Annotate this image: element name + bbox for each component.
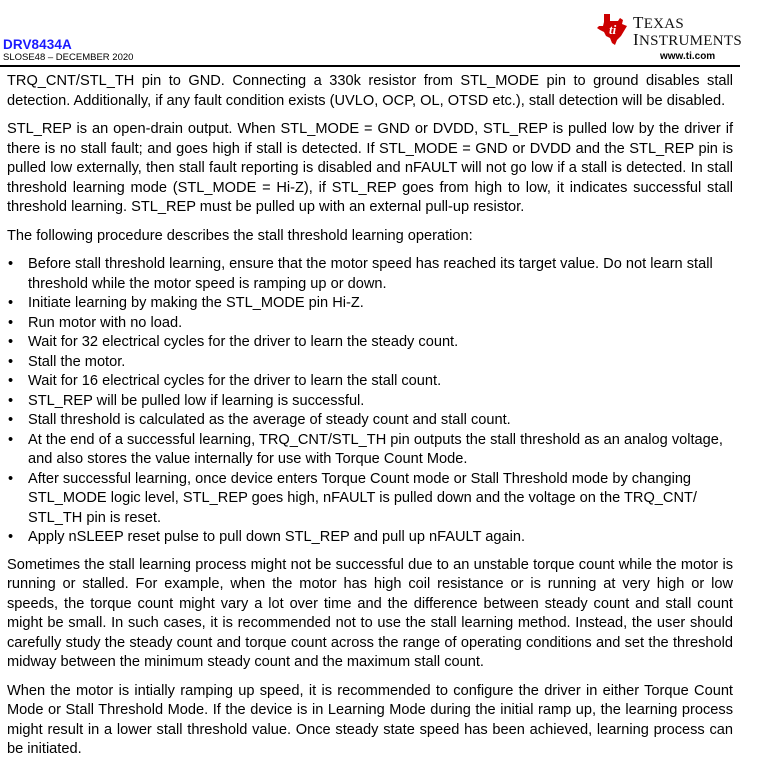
list-item <box>7 431 733 470</box>
bullet-icon: • <box>8 256 14 272</box>
list-item-text: Run motor with no load. <box>28 314 183 331</box>
brand-line2-rest: NSTRUMENTS <box>638 33 742 49</box>
list-item <box>7 470 733 529</box>
list-item <box>7 411 733 431</box>
header-divider <box>0 65 740 67</box>
bullet-icon: • <box>8 295 14 311</box>
list-item-text: After successful learning, once device enters Torque Count mode or Stall Threshold mode by changing STL_MODE logic level, STL_REP goes high, nFAULT is pulled down and the voltage on the TRQ_CNT/ STL_TH pin is reset. <box>28 470 697 526</box>
list-item <box>7 528 733 548</box>
paragraph-stl-rep-output: STL_REP is an open-drain output. When STL_MODE = GND or DVDD, STL_REP is pulled low by the driver if there is no stall fault; and goes high if stall is detected. If STL_MODE = GND or DVDD and the STL_REP pin is pulled low externally, then stall fault reporting is disabled and nFAULT will not go low if a stall is detected. In stall threshold learning mode (STL_MODE = Hi-Z), if STL_REP goes from high to low, it indicates successful stall threshold learning. STL_REP must be pulled up with an external pull-up resistor. <box>7 121 733 215</box>
svg-text:ti: ti <box>609 22 617 37</box>
list-item-text: Wait for 32 electrical cycles for the driver to learn the steady count. <box>28 334 459 350</box>
ti-texas-logo-icon <box>596 12 630 46</box>
bullet-icon: • <box>8 431 14 448</box>
list-item <box>7 333 733 353</box>
list-item-text: Stall threshold is calculated as the average of steady count and stall count. <box>28 412 511 428</box>
paragraph-learning-limitations: Sometimes the stall learning process might not be successful due to an unstable torque count while the motor is running or stalled. For example, when the motor has high coil resistance or is running at very high or low speeds, the torque count might vary a lot over time and the difference between steady count and stall count might be small. In such cases, it is recommended not to use the stall learning method. Instead, the user should carefully study the steady count and torque count across the range of operating conditions and set the threshold midway between the minimum steady count and the maximum stall count. <box>7 556 733 670</box>
procedure-intro: The following procedure describes the stall threshold learning operation: <box>7 227 473 244</box>
list-item <box>7 314 733 334</box>
list-item <box>7 392 733 412</box>
list-item <box>7 353 733 373</box>
website-link[interactable]: www.ti.com <box>660 51 716 62</box>
ti-brand-name <box>633 15 742 49</box>
list-item <box>7 294 733 314</box>
list-item <box>7 255 733 294</box>
bullet-icon: • <box>8 529 14 545</box>
paragraph-ramp-up-recommendation: When the motor is intially ramping up speed, it is recommended to configure the driver in either Torque Count Mode or Stall Threshold Mode. If the device is in Learning Mode during the initial ramp up, the learning process might result in a lower stall threshold value. Once steady state speed has been achieved, learning process can be initiated. <box>7 682 733 757</box>
list-item-text: STL_REP will be pulled low if learning is successful. <box>28 392 365 409</box>
paragraph-stall-detection-disable: TRQ_CNT/STL_TH pin to GND. Connecting a 330k resistor from STL_MODE pin to ground disables stall detection. Additionally, if any fault condition exists (UVLO, OCP, OL, OTSD etc.), stall detection will be disabled. <box>7 73 733 109</box>
page-header <box>0 0 759 66</box>
document-body <box>7 72 733 769</box>
ti-logo <box>596 12 746 52</box>
bullet-icon: • <box>8 412 14 428</box>
list-item <box>7 372 733 392</box>
list-item-text: Initiate learning by making the STL_MODE pin Hi-Z. <box>28 295 364 311</box>
procedure-list <box>7 255 733 548</box>
list-item-text: Apply nSLEEP reset pulse to pull down STL_REP and pull up nFAULT again. <box>28 529 526 545</box>
document-id[interactable]: DRV8434A <box>3 37 72 52</box>
brand-line1-cap: T <box>633 13 644 32</box>
bullet-icon: • <box>8 373 14 389</box>
list-item-text: Wait for 16 electrical cycles for the driver to learn the stall count. <box>28 373 442 389</box>
brand-line1-rest: EXAS <box>643 16 685 32</box>
bullet-icon: • <box>8 353 14 370</box>
list-item-text: Before stall threshold learning, ensure that the motor speed has reached its target value. Do not learn stall threshold while the motor speed is ramping up or down. <box>28 256 713 292</box>
bullet-icon: • <box>8 470 14 487</box>
brand-line2-cap: I <box>633 30 639 49</box>
list-item-text: Stall the motor. <box>28 353 126 370</box>
list-item-text: At the end of a successful learning, TRQ_CNT/STL_TH pin outputs the stall threshold as an analog voltage, and also stores the value internally for use with Torque Count Mode. <box>28 431 723 467</box>
bullet-icon: • <box>8 314 14 331</box>
bullet-icon: • <box>8 392 14 409</box>
document-revision: SLOSE48 – DECEMBER 2020 <box>3 52 134 63</box>
bullet-icon: • <box>8 334 14 350</box>
